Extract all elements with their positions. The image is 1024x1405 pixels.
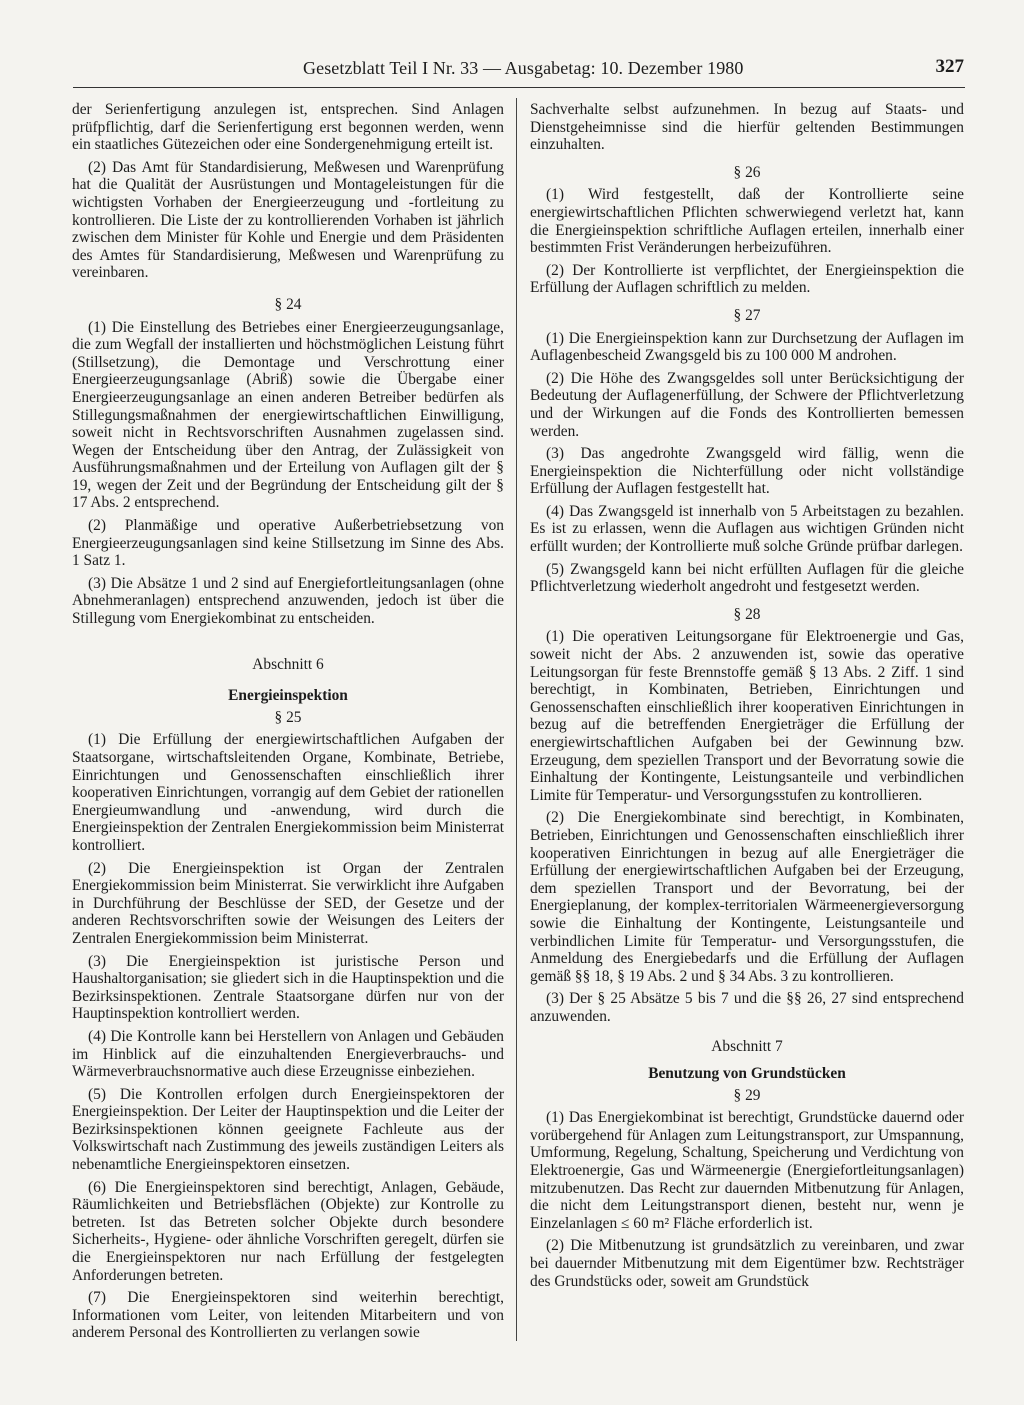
paragraph: (5) Die Kontrollen erfolgen durch Energieinspektoren der Energieinspektion. Der Leiter der Hauptinspektion und die Leiter der Bezirksinspektionen können geeignete Fachleute aus der Volkswirtschaft nach Zustimmung des jeweils zuständigen Leiters als nebenamtliche Energieinspektoren einsetzen. [72,1085,504,1174]
section-heading-25: § 25 [274,708,302,726]
paragraph: Sachverhalte selbst aufzunehmen. In bezug auf Staats- und Dienstgeheimnisse sind die hierfür geltenden Bestimmungen einzuhalten. [530,101,964,154]
paragraph: (1) Die Energieinspektion kann zur Durchsetzung der Auflagen im Auflagenbescheid Zwangsgeld bis zu 100 000 M androhen. [530,329,964,365]
section-heading-27: § 27 [733,306,761,324]
paragraph: (2) Planmäßige und operative Außerbetriebsetzung von Energieerzeugungsanlagen sind keine Stillsetzung im Sinne des Abs. 1 Satz 1. [72,517,504,570]
page-number: 327 [935,56,964,77]
section-heading-29: § 29 [733,1086,761,1104]
paragraph: (3) Das angedrohte Zwangsgeld wird fällig, wenn die Energieinspektion die Nichterfüllung oder nicht vollständige Erfüllung der Auflagen festgestellt hat. [530,445,964,498]
paragraph: (6) Die Energieinspektoren sind berechtigt, Anlagen, Gebäude, Räumlichkeiten und Betriebsflächen (Objekte) zur Kontrolle zu betreten. Ist das Betreten solcher Objekte durch besondere Sicherheits-, Hygiene- oder ähnliche Vorschriften geregelt, dürfen sie die Energieinspektoren nur nach Erfüllung der festgelegten Anforderungen betreten. [72,1178,504,1284]
paragraph: (4) Die Kontrolle kann bei Herstellern von Anlagen und Gebäuden im Hinblick auf die einzuhaltenden Energieverbrauchs- und Wärmeverbrauchsnormative auch diese Erzeugnisse einbeziehen. [72,1027,504,1081]
paragraph: (1) Die operativen Leitungsorgane für Elektroenergie und Gas, soweit nicht der Abs. 2 anzuwenden ist, sowie das operative Leitungsorgan für feste Brennstoffe gemäß § 13 Abs. 2 Ziff. 1 sind berechtigt, in Kombinaten, Betrieben, Einrichtungen und Genossenschaften einschließlich ihrer kooperativen Einrichtungen in bezug auf die betreffenden Energieträger die Erfüllung der energiewirtschaftlichen Aufgaben bei der Gewinnung bzw. Erzeugung, dem speziellen Transport und der Bevorratung sowie die Einhaltung der Kontingente, Leistungsanteile und verbindlichen Limite für Temperatur- und Versorgungsstufen zu kontrollieren. [530,628,964,804]
paragraph: (1) Das Energiekombinat ist berechtigt, Grundstücke dauernd oder vorübergehend für Anlagen zum Leitungstransport, zur Umspannung, Umformung, Regelung, Schaltung, Speicherung und Verdichtung von Elektroenergie, Gas und Wärmeenergie (Energiefortleitungsanlagen) mitzubenutzen. Das Recht zur dauernden Mitbenutzung für Anlagen, die nicht dem Leitungstransport dienen, besteht nur, wenn je Einzelanlagen ≤ 60 m² Fläche erforderlich ist. [530,1109,964,1232]
section-heading-24: § 24 [274,295,302,313]
paragraph: (2) Die Mitbenutzung ist grundsätzlich zu vereinbaren, und zwar bei dauernder Mitbenutzung mit dem Eigentümer bzw. Rechtsträger des Grundstücks oder, soweit am Grundstück [530,1237,964,1290]
section-heading-28: § 28 [733,605,761,623]
paragraph: (3) Die Absätze 1 und 2 sind auf Energiefortleitungsanlagen (ohne Abnehmeranlagen) entsprechend anzuwenden, jedoch ist über die Stillegung vom Energiekombinat zu entscheiden. [72,574,504,628]
chapter-label: Abschnitt 6 [252,655,324,673]
paragraph: (2) Die Höhe des Zwangsgeldes soll unter Berücksichtigung der Bedeutung der Auflagenerfüllung, der Schwere der Pflichtverletzung und der Wirkungen auf die Fonds des Kontrollierten bemessen werden. [530,369,964,440]
page-header [70,58,970,84]
header-rule [73,87,965,88]
section-heading-26: § 26 [733,163,761,181]
paragraph: (2) Die Energieinspektion ist Organ der Zentralen Energiekommission beim Ministerrat. Sie verwirklicht ihre Aufgaben in Durchführung der Beschlüsse der SED, der Gesetze und der anderen Rechtsvorschriften sowie der Weisungen des Leiters der Zentralen Energiekommission beim Ministerrat. [72,859,504,947]
paragraph: (1) Die Einstellung des Betriebes einer Energieerzeugungsanlage, die zum Wegfall der installierten und höchstmöglichen Leistung führt (Stillsetzung), die Demontage und Verschrottung einer Energieerzeugungsanlage (Abriß) sowie die Übergabe einer Energieerzeugungsanlage an einen anderen Betreiber bedürfen als Stillegungsmaßnahmen der energiewirtschaftlichen Einwilligung, soweit nicht in Rechtsvorschriften Ausnahmen zugelassen sind. Wegen der Entscheidung über den Antrag, der Zulässigkeit von Ausführungsmaßnahmen und der Erteilung von Auflagen gilt der § 19, wegen der Zeit und der Begründung der Entscheidung gilt der § 17 Abs. 2 entsprechend. [72,318,504,512]
paragraph: (1) Wird festgestellt, daß der Kontrollierte seine energiewirtschaftlichen Pflichten schwerwiegend verletzt hat, kann die Energieinspektion schriftliche Auflagen erteilen, innerhalb einer bestimmten Frist Veränderungen herbeizuführen. [530,186,964,257]
paragraph: (2) Die Energiekombinate sind berechtigt, in Kombinaten, Betrieben, Einrichtungen und Genossenschaften einschließlich ihrer kooperativen Einrichtungen in bezug auf alle Energieträger die Erfüllung der energiewirtschaftlichen Aufgaben bei der Erzeugung, dem speziellen Transport und der Bevorratung, bei der Energieplanung, der komplex-territorialen Wärmeenergieversorgung sowie die Einhaltung der Kontingente, Leistungsanteile und verbindlichen Limite für Temperatur- und Versorgungsstufen, die Anmeldung des Energiebedarfs und die Erfüllung der Auflagen gemäß §§ 18, § 19 Abs. 2 und § 34 Abs. 3 zu kontrollieren. [530,809,964,985]
chapter-title: Benutzung von Grundstücken [648,1065,846,1083]
gazette-title: Gesetzblatt Teil I Nr. 33 — Ausgabetag: 10. Dezember 1980 [303,58,744,78]
paragraph: (7) Die Energieinspektoren sind weiterhin berechtigt, Informationen vom Leiter, von leitenden Mitarbeitern und von anderem Personal des Kontrollierten zu verlangen sowie [72,1289,504,1342]
paragraph: (3) Der § 25 Absätze 5 bis 7 und die §§ 26, 27 sind entsprechend anzuwenden. [530,990,964,1025]
paragraph: (2) Das Amt für Standardisierung, Meßwesen und Warenprüfung hat die Qualität der Ausrüstungen und Montageleistungen für die wichtigsten Vorhaben der Energieerzeugung und -fortleitung zu kontrollieren. Die Liste der zu kontrollierenden Vorhaben ist jährlich zwischen dem Minister für Kohle und Energie und dem Präsidenten des Amtes für Standardisierung, Meßwesen und Warenprüfung zu vereinbaren. [72,158,504,282]
paragraph: (3) Die Energieinspektion ist juristische Person und Haushaltorganisation; sie gliedert sich in die Hauptinspektion und die Bezirksinspektionen. Zentrale Staatsorgane dürfen nur von der Hauptinspektion kontrolliert werden. [72,952,504,1023]
chapter-title: Energieinspektion [228,687,348,705]
paragraph: (2) Der Kontrollierte ist verpflichtet, der Energieinspektion die Erfüllung der Auflagen schriftlich zu melden. [530,261,964,297]
right-column [530,101,964,1295]
paragraph: der Serienfertigung anzulegen ist, entsprechen. Sind Anlagen prüfpflichtig, darf die Serienfertigung erst begonnen werden, wenn ein staatliches Gütezeichen oder eine Sondergenehmigung erteilt ist. [72,101,504,154]
paragraph: (4) Das Zwangsgeld ist innerhalb von 5 Arbeitstagen zu bezahlen. Es ist zu erlassen, wenn die Auflagen aus wichtigen Gründen nicht erfüllt wurden; der Kontrollierte muß solche Gründe prüfbar darlegen. [530,502,964,556]
paragraph: (5) Zwangsgeld kann bei nicht erfüllten Auflagen für die gleiche Pflichtverletzung wiederholt angedroht und festgesetzt werden. [530,560,964,596]
left-column [72,101,504,1347]
column-divider [516,98,517,1341]
paragraph: (1) Die Erfüllung der energiewirtschaftlichen Aufgaben der Staatsorgane, wirtschaftsleitenden Organe, Kombinate, Betriebe, Einrichtungen und Genossenschaften einschließlich ihrer kooperativen Einrichtungen, vorrangig auf dem Gebiet der rationellen Energieumwandlung und -anwendung, wird durch die Energieinspektion der Zentralen Energiekommission beim Ministerrat kontrolliert. [72,731,504,854]
chapter-label: Abschnitt 7 [711,1037,783,1055]
